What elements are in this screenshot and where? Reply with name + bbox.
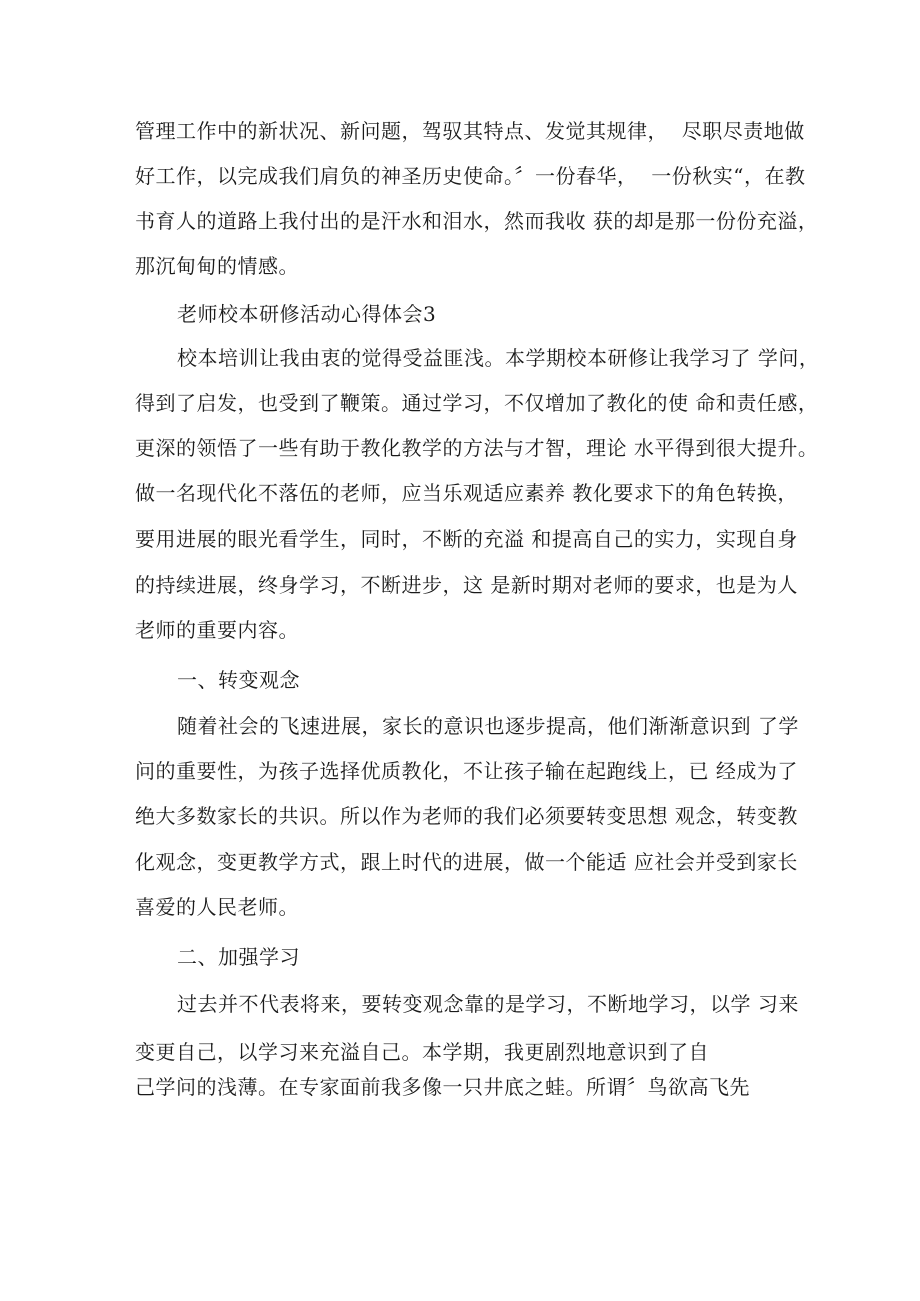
paragraph-line: 要用进展的眼光看学生，同时，不断的充溢 和提高自己的实力，实现自身: [135, 527, 798, 551]
paragraph-line: 随着社会的飞速进展，家长的意识也逐步提高，他们渐渐意识到 了学: [177, 714, 799, 738]
paragraph-line: 书育人的道路上我付出的是汗水和泪水，然而我收 获的却是那一份份充溢，: [135, 209, 819, 233]
section-title: 老师校本研修活动心得体会3: [177, 302, 437, 326]
paragraph-line: 校本培训让我由衷的觉得受益匪浅。本学期校本研修让我学习了 学问，: [177, 346, 820, 370]
paragraph-line: 更深的领悟了一些有助于教化教学的方法与才智，理论 水平得到很大提升。: [135, 436, 819, 460]
paragraph-line: 老师的重要内容。: [135, 618, 299, 642]
paragraph-line: 好工作，以完成我们肩负的神圣历史使命。〞一份春华， 一份秋实“，在教: [135, 164, 806, 188]
paragraph-line: 问的重要性，为孩子选择优质教化，不让孩子输在起跑线上，已 经成为了: [135, 759, 798, 783]
paragraph-line: 喜爱的人民老师。: [135, 895, 299, 919]
paragraph-line: 做一名现代化不落伍的老师，应当乐观适应素养 教化要求下的角色转换，: [135, 481, 798, 505]
paragraph-line: 变更自己，以学习来充溢自己。本学期，我更剧烈地意识到了自: [135, 1040, 709, 1064]
paragraph-line: 化观念，变更教学方式，跟上时代的进展，做一个能适 应社会并受到家长: [135, 850, 798, 874]
paragraph-line: 得到了启发，也受到了鞭策。通过学习，不仅增加了教化的使 命和责任感，: [135, 391, 819, 415]
paragraph-line: 那沉甸甸的情感。: [135, 254, 299, 278]
paragraph-line: 过去并不代表将来，要转变观念靠的是学习，不断地学习，以学 习来: [177, 992, 799, 1016]
paragraph-line: 绝大多数家长的共识。所以作为老师的我们必须要转变思想 观念，转变教: [135, 804, 798, 828]
section-heading: 二、加强学习: [177, 945, 300, 969]
paragraph-line: 管理工作中的新状况、新问题，驾驭其特点、发觉其规律， 尽职尽责地做: [135, 119, 805, 143]
paragraph-line: 己学问的浅薄。在专家面前我多像一只井底之蛙。所谓〞鸟欲高飞先: [135, 1075, 750, 1099]
paragraph-line: 的持续进展，终身学习，不断进步，这 是新时期对老师的要求，也是为人: [135, 573, 798, 597]
section-heading: 一、转变观念: [177, 668, 300, 692]
